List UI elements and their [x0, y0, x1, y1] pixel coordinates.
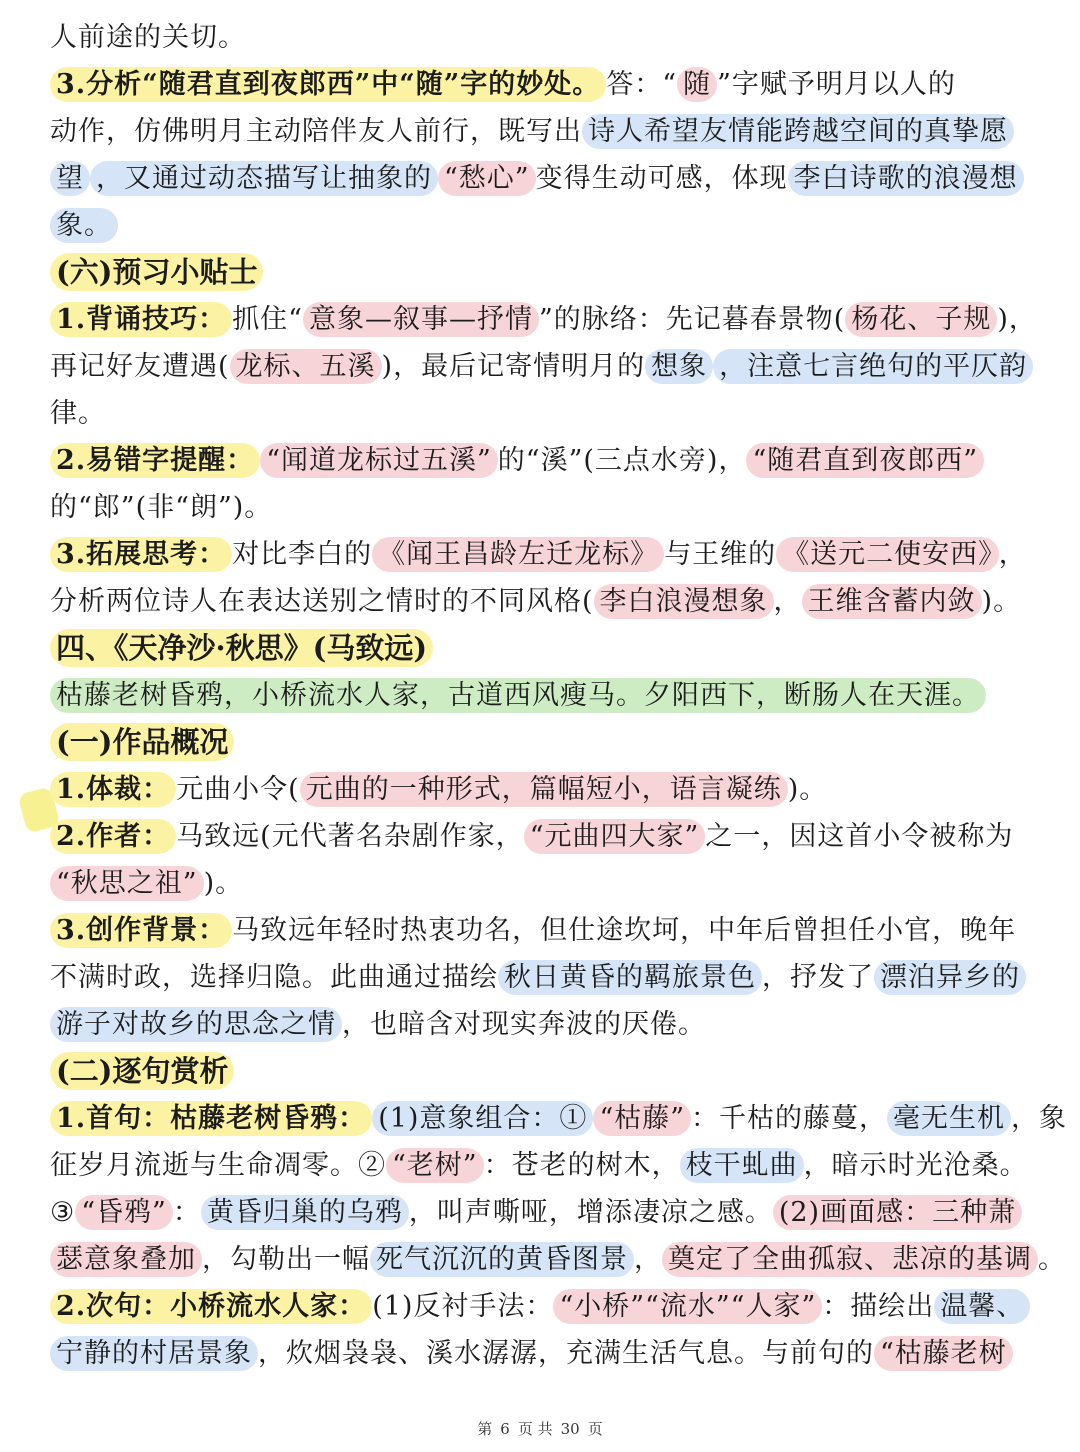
text-line: 人前途的关切。 [50, 22, 246, 53]
total-pages: 30 [560, 1420, 580, 1438]
text-line: 游子对故乡的思念之情 ，也暗含对现实奔波的厌倦。 [50, 1001, 1040, 1048]
text-line: “秋思之祖” )。 [50, 860, 1040, 907]
section-heading: (一)作品概况 [50, 719, 1040, 766]
question-label: 3.分析“随君直到夜郎西”中“随”字的妙处。 [50, 67, 606, 102]
text-line: 2.易错字提醒： “闻道龙标过五溪” 的“溪”(三点水旁)， “随君直到夜郎西” [50, 437, 1040, 484]
document-page [50, 14, 1068, 1377]
page-number: 6 [500, 1420, 510, 1438]
chapter-heading: 四、《天净沙·秋思》(马致远) [50, 625, 1040, 672]
text-line: 3.分析“随君直到夜郎西”中“随”字的妙处。 答：“ 随 ”字赋予明月以人的 [50, 61, 1040, 108]
section-heading: (二)逐句赏析 [50, 1048, 1040, 1095]
page-footer [0, 1418, 1080, 1439]
section-heading: (六)预习小贴士 [50, 249, 1040, 296]
text-line: 象。 [50, 202, 1040, 249]
text-line: 分析两位诗人在表达送别之情时的不同风格( 李白浪漫想象 ， 王维含蓄内敛 )。 [50, 586, 1022, 617]
text-line: 3.拓展思考： 对比李白的 《闻王昌龄左迁龙标》 与王维的 《送元二使安西》 ， [50, 531, 1040, 578]
text-line: 的“郎”(非“朗”)。 [50, 492, 273, 523]
text-line: 瑟意象叠加 ，勾勒出一幅 死气沉沉的黄昏图景 ， 奠定了全曲孤寂、悲凉的基调 。 [50, 1236, 1040, 1283]
text-line: 不满时政，选择归隐。此曲通过描绘 秋日黄昏的羁旅景色 ，抒发了 漂泊异乡的 [50, 954, 1040, 1001]
text-line: ③ “昏鸦” ： 黄昏归巢的乌鸦 ，叫声嘶哑，增添凄凉之感。 (2)画面感：三种萧 [50, 1189, 1040, 1236]
text-line: 征岁月流逝与生命凋零。② “老树” ：苍老的树木， 枝干虬曲 ，暗示时光沧桑。 [50, 1150, 1028, 1181]
text-line: 宁静的村居景象 ，炊烟袅袅、溪水潺潺，充满生活气息。与前句的 “枯藤老树 [50, 1330, 1040, 1377]
text-line: 望 ，又通过动态描写让抽象的 “愁心” 变得生动可感，体现 李白诗歌的浪漫想 [50, 155, 1040, 202]
footer-suffix: 页 [587, 1420, 603, 1438]
text-line: 动作，仿佛明月主动陪伴友人前行，既写出 诗人希望友情能跨越空间的真挚愿 [50, 108, 1040, 155]
footer-prefix: 第 [477, 1420, 493, 1438]
text-line: 1.背诵技巧： 抓住“ 意象—叙事—抒情 ”的脉络：先记暮春景物( 杨花、子规 )， [50, 296, 1040, 343]
poem-line: 枯藤老树昏鸦，小桥流水人家，古道西风瘦马。夕阳西下，断肠人在天涯。 [50, 672, 1040, 719]
text-line: 律。 [50, 398, 106, 429]
text-line: 1.体裁： 元曲小令( 元曲的一种形式，篇幅短小，语言凝练 )。 [50, 766, 1040, 813]
text-line: 3.创作背景： 马致远年轻时热衷功名，但仕途坎坷，中年后曾担任小官，晚年 [50, 907, 1040, 954]
text-line: 1.首句：枯藤老树昏鸦： (1)意象组合：① “枯藤” ：千枯的藤蔓， 毫无生机 ，象 [50, 1095, 1040, 1142]
footer-mid: 页 共 [517, 1420, 553, 1438]
text-line: 2.作者： 马致远(元代著名杂剧作家， “元曲四大家” 之一，因这首小令被称为 [50, 813, 1040, 860]
text-line: 2.次句：小桥流水人家： (1)反衬手法： “小桥”“流水”“人家” ：描绘出 温馨、 [50, 1283, 1040, 1330]
text-line: 再记好友遭遇( 龙标、五溪 )，最后记寄情明月的 想象 ，注意七言绝句的平仄韵 [50, 343, 1040, 390]
